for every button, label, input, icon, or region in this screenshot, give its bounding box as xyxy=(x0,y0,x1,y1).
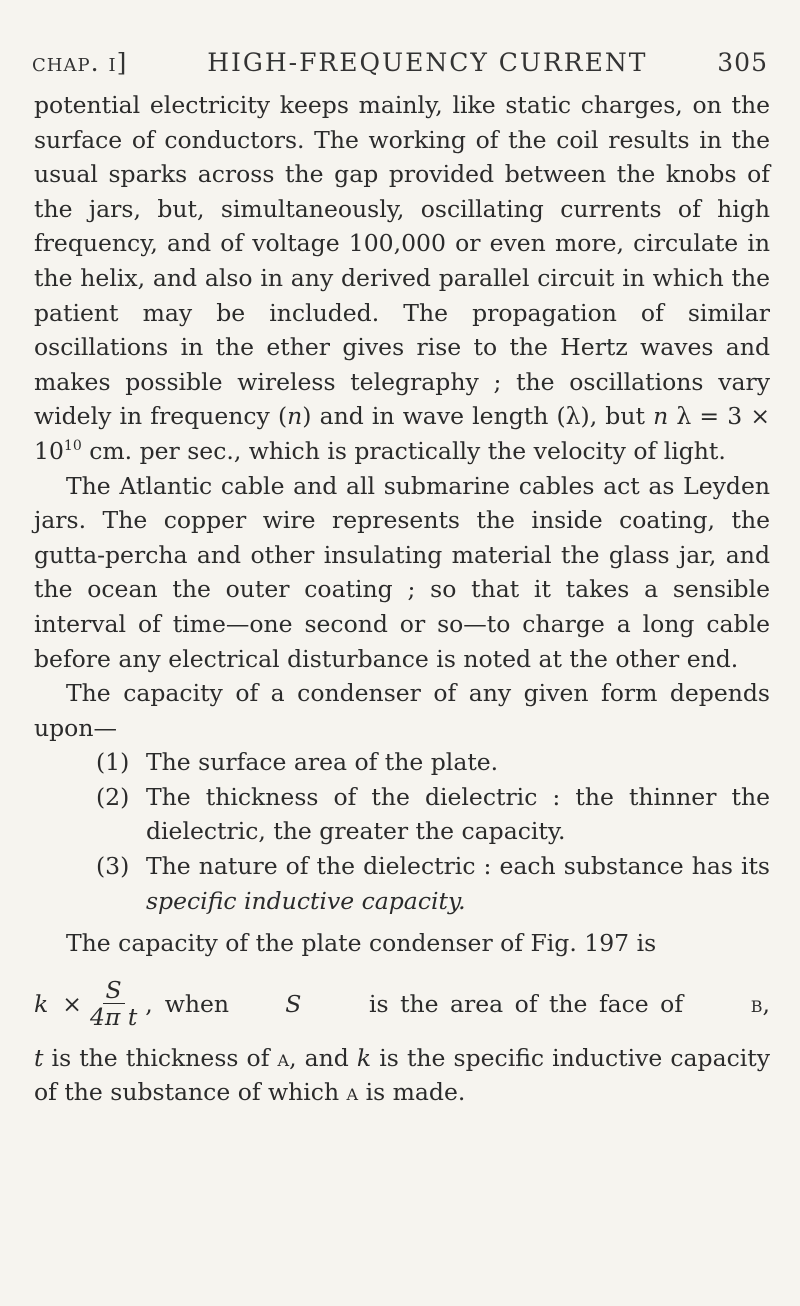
running-title: HIGH-FREQUENCY CURRENT xyxy=(207,48,648,77)
paragraph-2: The Atlantic cable and all submarine cables act as Leyden jars. The copper wire represents the inside coating, the gutta-percha and other insulating material the glass jar, and the ocean the outer coating ; so that it takes a sensible interval of time—one second or so—to charge a long cable before any electrical disturbance is noted at the other end. xyxy=(34,471,770,673)
formula-text: when S is the area of the face of b, xyxy=(164,989,770,1018)
chapter-label: chap. i] xyxy=(32,48,128,77)
page-number: 305 xyxy=(717,48,768,77)
list-item-number: (1) xyxy=(96,748,130,777)
formula-comma: , xyxy=(145,989,153,1018)
list-item xyxy=(96,780,770,849)
formula-times: × xyxy=(62,989,82,1018)
condition-list xyxy=(96,745,770,918)
fraction-denominator: 4π t xyxy=(89,1003,138,1032)
list-item-text: The thickness of the dielectric : the thinner the dielectric, the greater the capacity. xyxy=(146,782,770,846)
paragraph-3: The capacity of a condenser of any given form depends upon— xyxy=(34,679,770,742)
list-item-text: The surface area of the plate. xyxy=(146,748,499,777)
paragraph-1: potential electricity keeps mainly, like static charges, on the surface of conductors. The working of the coil results in the usual sparks across the gap provided between the knobs of the jars, but, simultaneously, oscillating currents of high frequency, and of voltage 100,000 or even more, circulate in the helix, and also in any derived parallel circuit in which the patient may be included. The propagation of similar oscillations in the ether gives rise to the Hertz waves and makes possible wireless telegraphy ; the oscillations vary widely in frequency (n) and in wave length (λ), but n $\lambda = 3 \times 10^{10}$ cm. per sec., which is practically the velocity of light. xyxy=(34,91,771,465)
capacity-formula xyxy=(34,967,770,1041)
paragraph-4: The capacity of the plate condenser of Fig. 197 is xyxy=(66,929,657,958)
paragraph-5: t is the thickness of a, and k is the specific inductive capacity of the substance of which a is made. xyxy=(34,1043,770,1107)
list-item-number: (3) xyxy=(96,852,130,881)
list-item xyxy=(96,745,770,780)
list-item-text: The nature of the dielectric : each substance has its specific inductive capacity. xyxy=(146,852,770,915)
page-body xyxy=(34,88,770,1110)
list-item-number: (2) xyxy=(96,782,130,811)
formula-k: k xyxy=(34,989,49,1018)
running-header xyxy=(32,48,768,77)
fraction-numerator: S xyxy=(103,977,125,1004)
formula-fraction xyxy=(90,977,137,1030)
list-item xyxy=(96,849,770,918)
